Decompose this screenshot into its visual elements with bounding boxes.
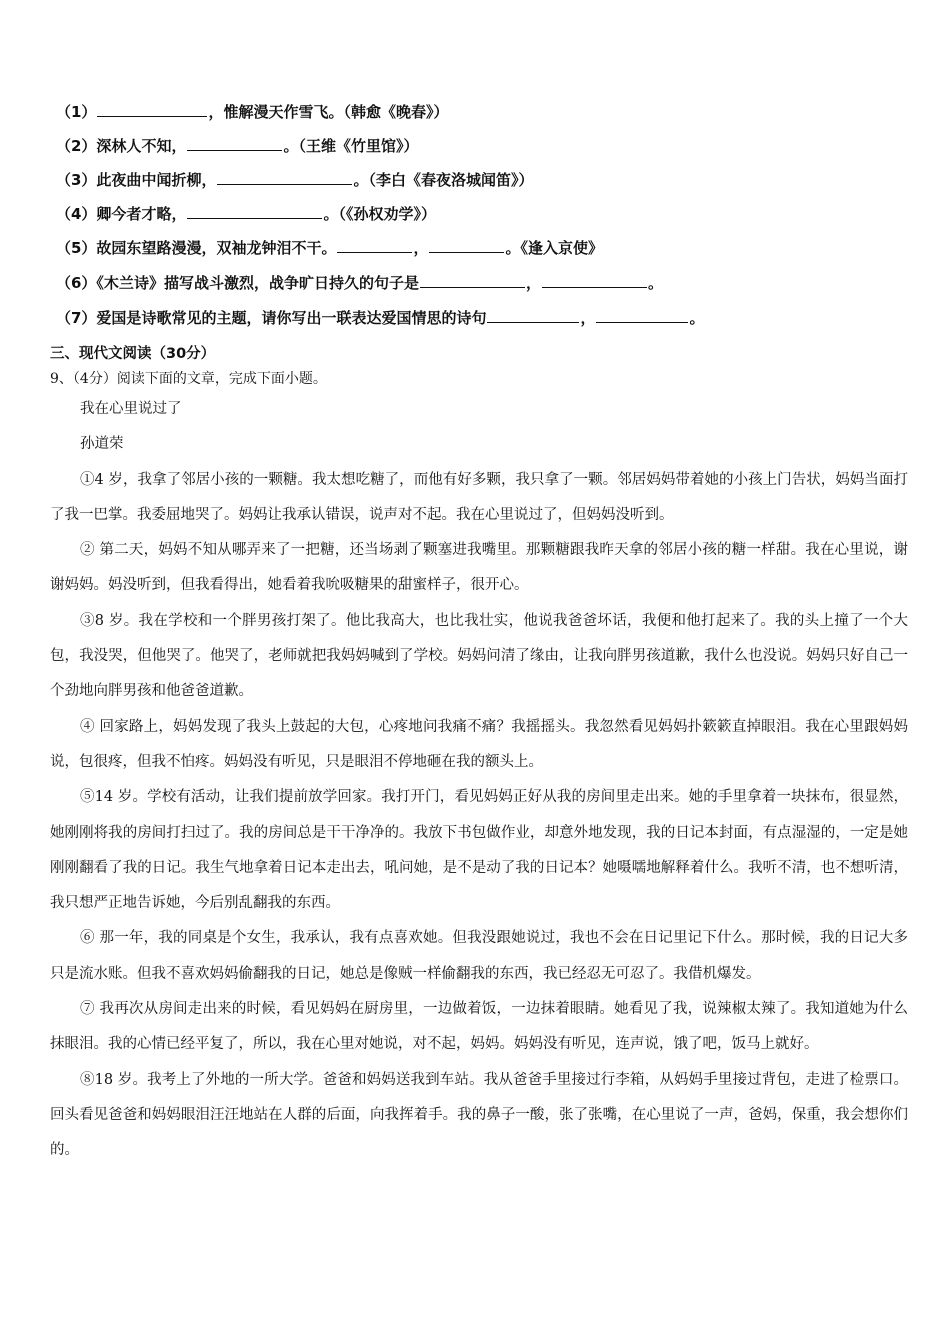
item-text: （4）卿今者才略，: [56, 205, 187, 223]
item-text: 。《逢入京使》: [505, 239, 603, 257]
item-text: （6）《木兰诗》描写战斗激烈，战争旷日持久的句子是: [56, 274, 419, 292]
paragraph: ③8 岁。我在学校和一个胖男孩打架了。他比我高大，也比我壮实，他说我爸爸坏话，我便和他打起来了。我的头上撞了一个大包，我没哭，但他哭了。他哭了，老师就把我妈妈喊到了学校。妈妈问清了缘由，让我向胖男孩道歉，我什么也没说。妈妈只好自己一个劲地向胖男孩和他爸爸道歉。: [50, 612, 908, 700]
item-text: ，: [580, 309, 596, 327]
item-text: （3）此夜曲中闻折柳，: [56, 171, 217, 189]
fill-in-item-6: [56, 273, 663, 293]
item-text: ，惟解漫天作雪飞。（韩愈《晚春》）: [208, 103, 449, 121]
answer-blank[interactable]: [542, 273, 647, 288]
item-text: 。（《孙权劝学》）: [323, 205, 436, 223]
answer-blank[interactable]: [487, 308, 579, 323]
article-title: 我在心里说过了: [80, 401, 182, 417]
item-text: ，: [413, 239, 429, 257]
paragraph: ⑦ 我再次从房间走出来的时候，看见妈妈在厨房里，一边做着饭，一边抹着眼睛。她看见了我，说辣椒太辣了。我知道她为什么抹眼泪。我的心情已经平复了，所以，我在心里对她说，对不起，妈妈。妈妈没有听见，连声说，饿了吧，饭马上就好。: [50, 1001, 908, 1053]
answer-blank[interactable]: [420, 273, 525, 288]
paragraph: ⑤14 岁。学校有活动，让我们提前放学回家。我打开门，看见妈妈正好从我的房间里走出来。她的手里拿着一块抹布，很显然，她刚刚将我的房间打扫过了。我的房间总是干干净净的。我放下书包做作业，却意外地发现，我的日记本封面，有点湿湿的，一定是她刚刚翻看了我的日记。我生气地拿着日记本走出去，吼问她，是不是动了我的日记本？她嗫嚅地解释着什么。我听不清，也不想听清，我只想严正地告诉她，今后别乱翻我的东西。: [50, 789, 908, 912]
answer-blank[interactable]: [337, 238, 412, 253]
article-author: 孙道荣: [80, 436, 124, 453]
fill-in-item-7: [56, 308, 704, 328]
section-title: 三、现代文阅读（30分）: [50, 346, 216, 362]
item-text: ，: [525, 274, 541, 292]
paragraph: ② 第二天，妈妈不知从哪弄来了一把糖，还当场剥了颗塞进我嘴里。那颗糖跟我昨天拿的邻居小孩的糖一样甜。我在心里说，谢谢妈妈。妈没听到，但我看得出，她看着我吮吸糖果的甜蜜样子，很开心。: [50, 542, 908, 594]
answer-blank[interactable]: [187, 204, 322, 219]
item-text: 。: [647, 274, 663, 292]
item-text: （1）: [56, 103, 97, 121]
question-prompt: 9、（4分）阅读下面的文章，完成下面小题。: [50, 371, 327, 387]
answer-blank[interactable]: [429, 238, 504, 253]
item-text: （2）深林人不知，: [56, 137, 187, 155]
item-text: 。（王维《竹里馆》）: [283, 137, 419, 155]
paragraph: ⑧18 岁。我考上了外地的一所大学。爸爸和妈妈送我到车站。我从爸爸手里接过行李箱，从妈妈手里接过背包，走进了检票口。回头看见爸爸和妈妈眼泪汪汪地站在人群的后面，向我挥着手。我的鼻子一酸，张了张嘴，在心里说了一声，爸妈，保重，我会想你们的。: [50, 1071, 908, 1159]
paragraph: ④ 回家路上，妈妈发现了我头上鼓起的大包，心疼地问我痛不痛？我摇摇头。我忽然看见妈妈扑簌簌直掉眼泪。我在心里跟妈妈说，包很疼，但我不怕疼。妈妈没有听见，只是眼泪不停地砸在我的额头上。: [50, 718, 908, 770]
answer-blank[interactable]: [97, 102, 207, 117]
item-text: （7）爱国是诗歌常见的主题，请你写出一联表达爱国情思的诗句: [56, 309, 487, 327]
fill-in-item-4: [56, 204, 436, 224]
paragraph: ①4 岁，我拿了邻居小孩的一颗糖。我太想吃糖了，而他有好多颗，我只拿了一颗。邻居妈妈带着她的小孩上门告状，妈妈当面打了我一巴掌。我委屈地哭了。妈妈让我承认错误，说声对不起。我在心里说过了，但妈妈没听到。: [50, 471, 908, 523]
item-text: （5）故园东望路漫漫，双袖龙钟泪不干。: [56, 239, 337, 257]
answer-blank[interactable]: [596, 308, 688, 323]
fill-in-item-3: [56, 170, 533, 190]
fill-in-item-5: [56, 238, 603, 258]
answer-blank[interactable]: [187, 136, 282, 151]
item-text: 。: [689, 309, 705, 327]
fill-in-item-1: [56, 102, 448, 122]
answer-blank[interactable]: [217, 170, 352, 185]
paragraph: ⑥ 那一年，我的同桌是个女生，我承认，我有点喜欢她。但我没跟她说过，我也不会在日记里记下什么。那时候，我的日记大多只是流水账。但我不喜欢妈妈偷翻我的日记，她总是像贼一样偷翻我的东西，我已经忍无可忍了。我借机爆发。: [50, 930, 908, 982]
item-text: 。（李白《春夜洛城闻笛》）: [353, 171, 534, 189]
article: [50, 392, 908, 1169]
fill-in-item-2: [56, 136, 418, 156]
